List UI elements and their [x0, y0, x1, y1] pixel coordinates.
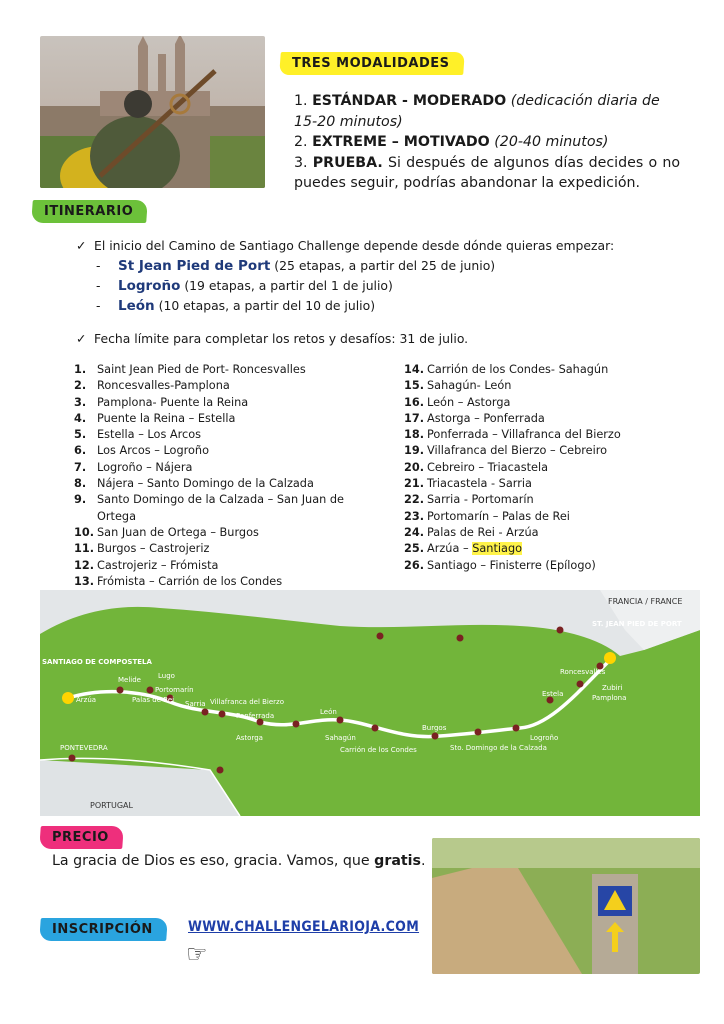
- modalidad-3: 3. PRUEBA. Si después de algunos días decides o no puedes seguir, podrías abandonar la expedición.: [294, 154, 681, 191]
- map-town: Villafranca del Bierzo: [210, 698, 284, 706]
- stage-number: 6.: [74, 444, 87, 458]
- map-town: Lugo: [158, 672, 175, 680]
- map-label-santiago: SANTIAGO DE COMPOSTELA: [42, 658, 152, 666]
- camino-map: [40, 590, 700, 816]
- stage-text: Santiago – Finisterre (Epílogo): [427, 558, 596, 572]
- stage-item: [74, 443, 344, 459]
- stage-text: Santo Domingo de la Calzada – San Juan de Ortega: [97, 493, 344, 523]
- stage-item: [74, 395, 344, 411]
- stage-text: San Juan de Ortega – Burgos: [97, 525, 259, 539]
- stage-text: Burgos – Castrojeriz: [97, 542, 210, 556]
- stage-item: [74, 574, 344, 590]
- deadline: [76, 329, 676, 348]
- stage-number: 23.: [404, 509, 425, 523]
- stage-number: 2.: [74, 379, 87, 393]
- intro-text: El inicio del Camino de Santiago Challenge depende desde dónde quieras empezar:: [94, 238, 615, 253]
- stage-item: [404, 362, 664, 378]
- itinerario-intro: [76, 236, 676, 255]
- stage-item: [404, 378, 664, 394]
- camino-marker-photo: [432, 838, 700, 974]
- inscripcion-tag: [39, 918, 167, 941]
- stage-text: Portomarín – Palas de Rei: [427, 509, 570, 523]
- map-label-france: FRANCIA / FRANCE: [608, 597, 683, 606]
- stage-item: [404, 558, 664, 574]
- stage-item: [404, 443, 664, 459]
- map-town: Sahagún: [325, 734, 356, 742]
- stage-text: Ponferrada – Villafranca del Bierzo: [427, 428, 621, 442]
- stage-number: 21.: [404, 477, 425, 491]
- map-town: Arzúa: [76, 696, 97, 704]
- stage-text: Frómista – Carrión de los Condes: [97, 574, 283, 588]
- stage-item: [74, 427, 344, 443]
- modalidades-tag-label: TRES MODALIDADES: [292, 56, 450, 71]
- stage-text: Arzúa – Santiago: [427, 542, 523, 556]
- stages-left: [74, 362, 344, 590]
- pointing-hand-icon: ☞: [186, 940, 208, 968]
- stage-number: 16.: [404, 395, 425, 409]
- start-option: - León (10 etapas, a partir del 10 de julio): [96, 298, 376, 314]
- map-town: Astorga: [236, 734, 263, 742]
- stage-item: [74, 411, 344, 427]
- stage-item: [404, 492, 664, 508]
- precio-tag: [39, 826, 123, 849]
- stage-number: 14.: [404, 363, 425, 376]
- inscripcion-link[interactable]: WWW.CHALLENGELARIOJA.COM: [188, 919, 420, 935]
- map-town: Melide: [118, 676, 141, 684]
- stage-number: 17.: [404, 411, 425, 425]
- stage-item: [74, 541, 344, 557]
- stage-number: 7.: [74, 460, 87, 474]
- map-town: León: [320, 708, 337, 716]
- modalidad-1: 1. ESTÁNDAR - MODERADO (dedicación diaria de 15-20 minutos): [294, 93, 660, 130]
- stage-text: Cebreiro – Triacastela: [427, 460, 549, 474]
- start-options: [96, 256, 656, 316]
- stage-number: 9.: [74, 493, 87, 507]
- stage-number: 5.: [74, 428, 87, 442]
- stage-item: [74, 378, 344, 394]
- stage-item: [404, 541, 664, 557]
- stage-text: Los Arcos – Logroño: [97, 444, 210, 458]
- map-town: Palas de Rei: [132, 696, 175, 704]
- start-option: - Logroño (19 etapas, a partir del 1 de julio): [96, 278, 393, 294]
- stage-number: 8.: [74, 477, 87, 491]
- stage-number: 22.: [404, 493, 425, 507]
- map-town: Pamplona: [592, 694, 627, 702]
- stage-number: 10.: [74, 525, 95, 539]
- map-town: Estela: [542, 690, 564, 698]
- stage-number: 19.: [404, 444, 425, 458]
- check-icon: ✓: [76, 331, 87, 346]
- stage-item: [404, 509, 664, 525]
- stage-number: 18.: [404, 428, 425, 442]
- stage-text: Villafranca del Bierzo – Cebreiro: [427, 444, 608, 458]
- stage-text: Pamplona- Puente la Reina: [97, 395, 249, 409]
- stage-text: Triacastela - Sarria: [427, 477, 532, 491]
- stage-item: [74, 476, 344, 492]
- stage-item: [404, 395, 664, 411]
- stage-number: 3.: [74, 395, 87, 409]
- stage-item: [74, 460, 344, 476]
- stage-item: [74, 525, 344, 541]
- map-town: Sto. Domingo de la Calzada: [450, 744, 547, 752]
- deadline-text: Fecha límite para completar los retos y desafíos: 31 de julio.: [94, 331, 469, 346]
- modalidades-list: [294, 91, 680, 194]
- inscripcion-tag-label: INSCRIPCIÓN: [52, 922, 153, 937]
- stage-number: 26.: [404, 558, 425, 572]
- map-town: Carrión de los Condes: [340, 746, 417, 754]
- stage-number: 20.: [404, 460, 425, 474]
- stage-number: 12.: [74, 558, 95, 572]
- map-town: Logroño: [530, 734, 559, 742]
- stage-text: Carrión de los Condes- Sahagún: [427, 363, 609, 376]
- stages-right: [404, 362, 664, 574]
- map-town: Roncesvalles: [560, 668, 606, 676]
- stage-text: Castrojeriz – Frómista: [97, 558, 219, 572]
- stage-text: Roncesvalles-Pamplona: [97, 379, 230, 393]
- stage-item: [404, 525, 664, 541]
- highlighted-destination: Santiago: [472, 542, 523, 556]
- st-jean-marker: [604, 652, 616, 664]
- stage-text: Estella – Los Arcos: [97, 428, 202, 442]
- stage-item: [404, 411, 664, 427]
- stage-item: [74, 492, 344, 525]
- map-label-start: ST. JEAN PIED DE PORT: [592, 620, 682, 628]
- itinerario-tag: [31, 200, 148, 223]
- map-town: Zubiri: [602, 684, 623, 692]
- stage-number: 25.: [404, 542, 425, 556]
- stage-number: 24.: [404, 525, 425, 539]
- map-town: Sarria: [185, 700, 206, 708]
- map-town: Burgos: [422, 724, 447, 732]
- stage-item: [74, 558, 344, 574]
- stage-item: [404, 476, 664, 492]
- modalidades-tag: [279, 52, 464, 75]
- stage-item: [404, 427, 664, 443]
- stage-text: Puente la Reina – Estella: [97, 411, 236, 425]
- stage-text: Saint Jean Pied de Port- Roncesvalles: [97, 363, 306, 376]
- pilgrim-photo: [40, 36, 265, 188]
- map-town: Portomarín: [155, 686, 194, 694]
- precio-tag-label: PRECIO: [52, 830, 109, 845]
- stage-number: 11.: [74, 542, 95, 556]
- stage-text: Logroño – Nájera: [97, 460, 193, 474]
- santiago-marker: [62, 692, 74, 704]
- stage-text: Nájera – Santo Domingo de la Calzada: [97, 477, 314, 491]
- stage-number: 13.: [74, 574, 95, 588]
- stage-number: 1.: [74, 363, 87, 376]
- stage-text: Palas de Rei - Arzúa: [427, 525, 539, 539]
- stage-number: 4.: [74, 411, 87, 425]
- map-town: Ponferrada: [236, 712, 275, 720]
- modalidad-2: 2. EXTREME – MOTIVADO (20-40 minutos): [294, 134, 609, 150]
- map-label-portugal: PORTUGAL: [90, 801, 133, 810]
- stage-item: [74, 362, 344, 378]
- map-town: PONTEVEDRA: [60, 744, 108, 752]
- stage-text: León – Astorga: [427, 395, 511, 409]
- check-icon: ✓: [76, 238, 87, 253]
- stage-item: [404, 460, 664, 476]
- stage-text: Sahagún- León: [427, 379, 512, 393]
- stage-text: Astorga – Ponferrada: [427, 411, 545, 425]
- itinerario-tag-label: ITINERARIO: [44, 204, 134, 219]
- stage-text: Sarria - Portomarín: [427, 493, 534, 507]
- stage-number: 15.: [404, 379, 425, 393]
- start-option: - St Jean Pied de Port (25 etapas, a partir del 25 de junio): [96, 258, 496, 274]
- precio-text: La gracia de Dios es eso, gracia. Vamos, que gratis.: [52, 853, 426, 869]
